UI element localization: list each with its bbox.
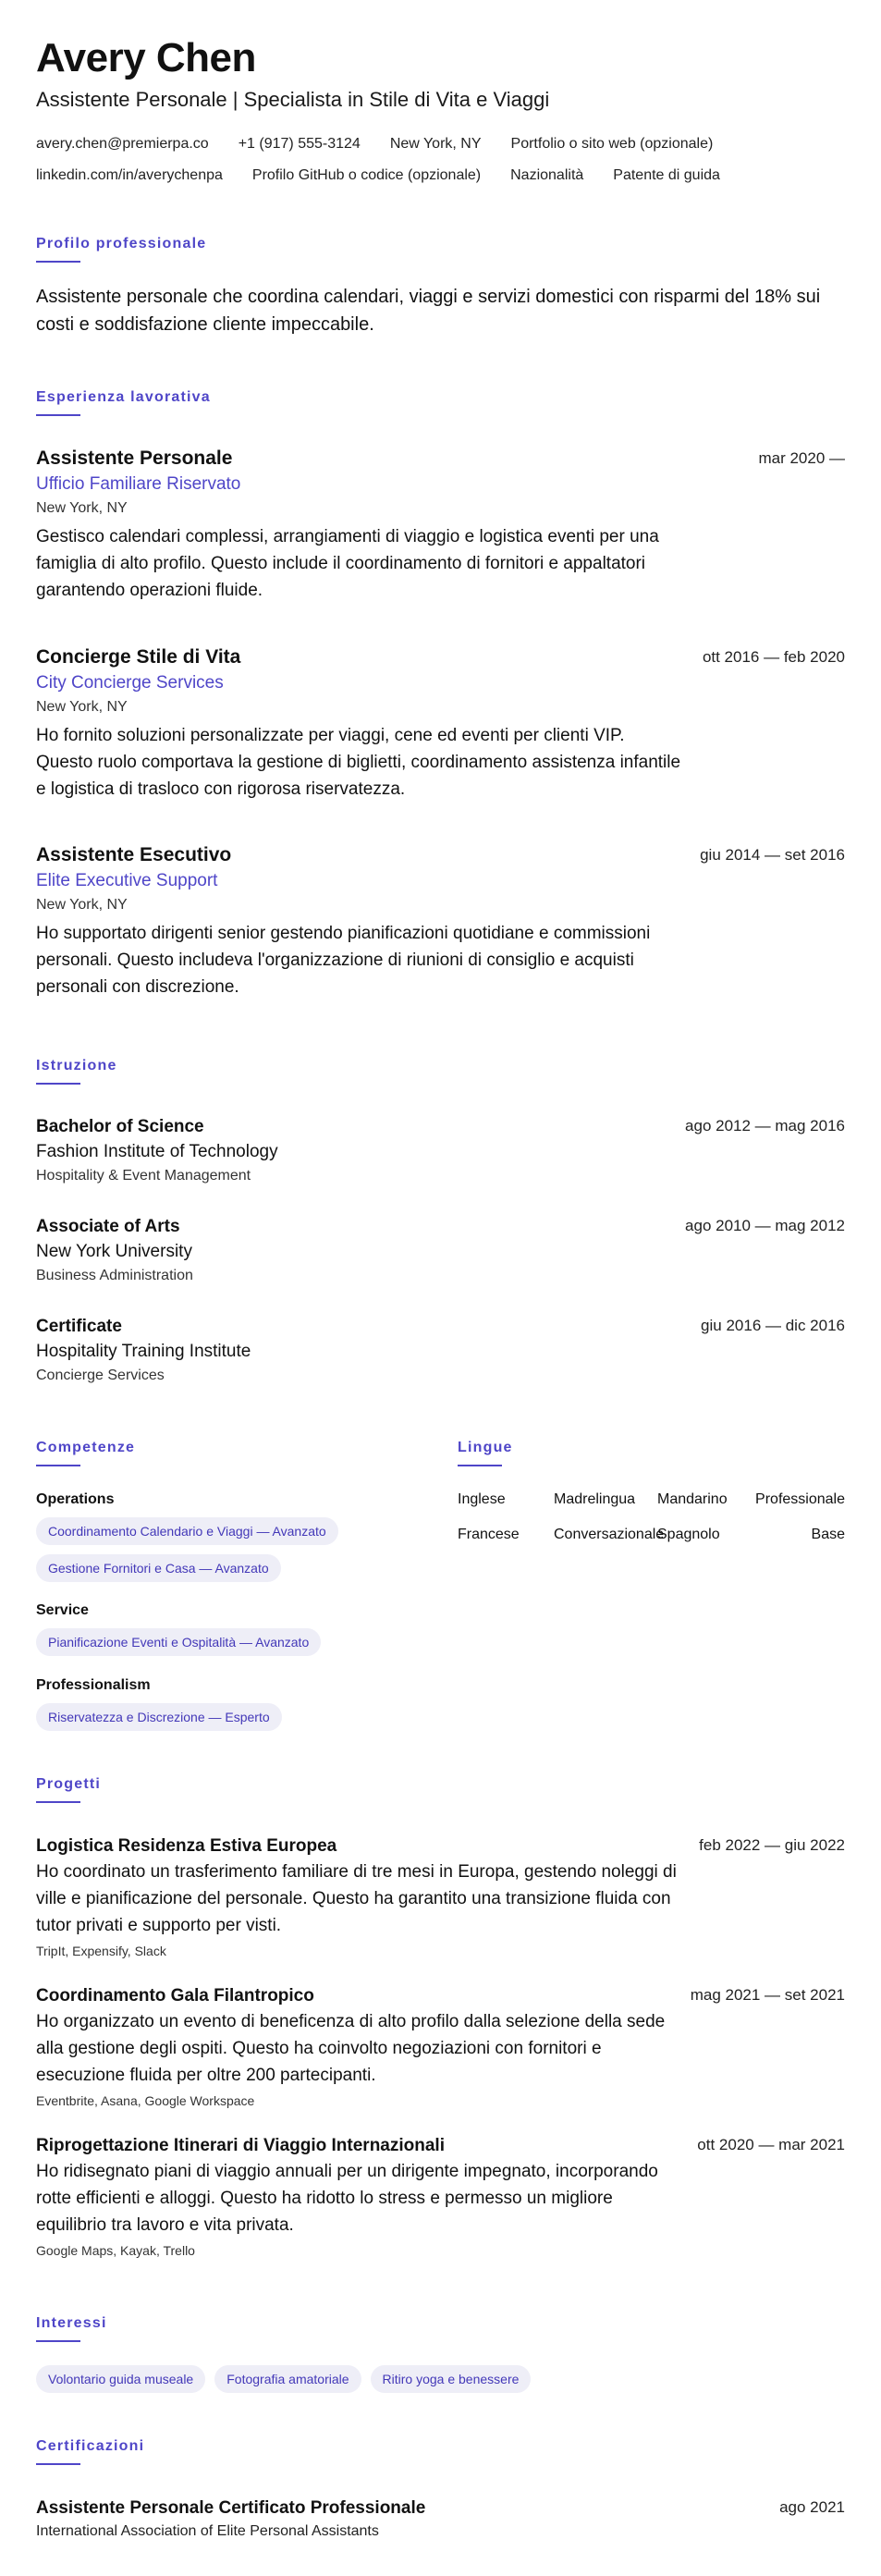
school: Hospitality Training Institute xyxy=(36,1342,251,1361)
job-dates: mar 2020 — xyxy=(758,449,845,467)
skill-group xyxy=(36,1675,424,1731)
degree: Bachelor of Science xyxy=(36,1117,204,1136)
portfolio-link[interactable]: Portfolio o sito web (opzionale) xyxy=(510,136,714,152)
section-title-languages: Lingue xyxy=(458,1440,513,1455)
skill-chip: Pianificazione Eventi e Ospitalità — Avanzato xyxy=(36,1628,321,1656)
job-company: Ufficio Familiare Riservato xyxy=(36,474,241,494)
skill-chips xyxy=(36,1517,424,1582)
section-title-projects: Progetti xyxy=(36,1776,102,1792)
profile-summary: Assistente personale che coordina calendari, viaggi e servizi domestici con risparmi del 18% sui costi e soddisfazione cliente impeccabile. xyxy=(36,287,821,335)
certification-title: Assistente Personale Certificato Professionale xyxy=(36,2498,426,2518)
school: New York University xyxy=(36,1242,192,1261)
field-of-study: Hospitality & Event Management xyxy=(36,1168,251,1184)
skill-chip: Coordinamento Calendario e Viaggi — Avanzato xyxy=(36,1517,338,1545)
github-link[interactable]: Profilo GitHub o codice (opzionale) xyxy=(251,167,482,183)
language-level: Base xyxy=(811,1527,845,1542)
certification-entry xyxy=(36,2496,845,2543)
project-title: Riprogettazione Itinerari di Viaggio Internazionali xyxy=(36,2136,445,2155)
job-location: New York, NY xyxy=(36,699,128,715)
driving-license: Patente di guida xyxy=(613,167,720,183)
education-entry xyxy=(36,1215,845,1287)
field-of-study: Business Administration xyxy=(36,1268,193,1283)
project-entry xyxy=(36,1984,845,2111)
skill-group-title: Service xyxy=(36,1602,89,1618)
degree: Associate of Arts xyxy=(36,1217,180,1236)
job-description: Ho supportato dirigenti senior gestendo pianificazioni quotidiane e commissioni personali. Questo includeva l'organizzazione di riunioni di consiglio e acquisti personali con discrezione. xyxy=(36,924,651,997)
section-rule xyxy=(36,1465,80,1466)
language-level: Conversazionale xyxy=(554,1527,665,1542)
job-description: Gestisco calendari complessi, arrangiamenti di viaggio e logistica eventi per una famiglia di alto profilo. Questo include il coordinamento di fornitori e appaltatori garantendo operazioni fluide. xyxy=(36,527,659,600)
skill-group xyxy=(36,1490,424,1582)
project-dates: feb 2022 — giu 2022 xyxy=(699,1836,845,1854)
contact-row-1 xyxy=(36,135,845,153)
education-entry xyxy=(36,1315,845,1387)
project-tools: Eventbrite, Asana, Google Workspace xyxy=(36,2093,255,2108)
experience-entry xyxy=(36,446,845,604)
project-description: Ho coordinato un trasferimento familiare di tre mesi in Europa, gestendo noleggi di ville e pianificazione del personale. Questo ha garantito una transizione fluida con tutor privati e supporto per visti. xyxy=(36,1862,677,1935)
certification-issuer: International Association of Elite Personal Assistants xyxy=(36,2523,379,2539)
interest-chip: Ritiro yoga e benessere xyxy=(371,2365,532,2393)
project-tools: TripIt, Expensify, Slack xyxy=(36,1944,166,1958)
job-location: New York, NY xyxy=(36,897,128,913)
section-rule xyxy=(36,414,80,416)
section-title-profile: Profilo professionale xyxy=(36,236,207,251)
section-rule xyxy=(36,1083,80,1085)
project-description: Ho ridisegnato piani di viaggio annuali per un dirigente impegnato, incorporando rotte efficienti e alloggi. Questo ha ridotto lo stress e permesso un migliore equilibrio tra lavoro e vita privata. xyxy=(36,2162,658,2235)
section-rule xyxy=(36,1801,80,1803)
degree: Certificate xyxy=(36,1317,122,1336)
interest-chip: Fotografia amatoriale xyxy=(214,2365,361,2393)
skill-chips xyxy=(36,1703,424,1731)
section-title-skills: Competenze xyxy=(36,1440,136,1455)
skill-group-title: Professionalism xyxy=(36,1677,151,1693)
experience-entry xyxy=(36,842,845,1000)
section-rule xyxy=(458,1465,502,1466)
project-description: Ho organizzato un evento di beneficenza di alto profilo dalla selezione della sede alla gestione degli ospiti. Questo ha coinvolto negoziazioni con fornitori e esecuzione fluida per oltre 200 partecipanti. xyxy=(36,2012,666,2085)
skill-chip: Gestione Fornitori e Casa — Avanzato xyxy=(36,1554,281,1582)
job-title: Assistente Esecutivo xyxy=(36,844,232,865)
education-dates: ago 2010 — mag 2012 xyxy=(685,1217,845,1234)
education-dates: ago 2012 — mag 2016 xyxy=(685,1117,845,1135)
project-entry xyxy=(36,1834,845,1961)
linkedin-link[interactable]: linkedin.com/in/averychenpa xyxy=(36,167,223,183)
location: New York, NY xyxy=(389,136,482,152)
interest-chip: Volontario guida museale xyxy=(36,2365,205,2393)
school: Fashion Institute of Technology xyxy=(36,1142,278,1161)
project-tools: Google Maps, Kayak, Trello xyxy=(36,2243,195,2258)
project-title: Logistica Residenza Estiva Europea xyxy=(36,1836,337,1856)
education-entry xyxy=(36,1115,845,1187)
project-dates: ott 2020 — mar 2021 xyxy=(697,2136,845,2153)
language-name: Inglese xyxy=(458,1491,506,1507)
candidate-name: Avery Chen xyxy=(36,35,256,80)
headline: Assistente Personale | Specialista in Stile di Vita e Viaggi xyxy=(36,88,550,111)
section-title-interests: Interessi xyxy=(36,2315,107,2331)
job-dates: giu 2014 — set 2016 xyxy=(700,846,845,864)
language-name: Mandarino xyxy=(657,1491,728,1507)
nationality: Nazionalità xyxy=(510,167,584,183)
field-of-study: Concierge Services xyxy=(36,1368,165,1383)
language-level: Professionale xyxy=(755,1491,845,1507)
section-rule xyxy=(36,261,80,263)
project-dates: mag 2021 — set 2021 xyxy=(690,1986,845,2004)
job-title: Concierge Stile di Vita xyxy=(36,646,241,668)
section-title-education: Istruzione xyxy=(36,1058,117,1073)
skill-chip: Riservatezza e Discrezione — Esperto xyxy=(36,1703,282,1731)
contact-row-2 xyxy=(36,166,845,185)
skill-group-title: Operations xyxy=(36,1491,115,1507)
project-entry xyxy=(36,2134,845,2261)
section-rule xyxy=(36,2463,80,2465)
certification-date: ago 2021 xyxy=(779,2498,845,2516)
language-level: Madrelingua xyxy=(554,1491,636,1507)
phone: +1 (917) 555-3124 xyxy=(238,136,361,152)
job-company: Elite Executive Support xyxy=(36,871,218,890)
skill-group xyxy=(36,1601,424,1656)
job-dates: ott 2016 — feb 2020 xyxy=(702,648,845,666)
language-name: Spagnolo xyxy=(657,1527,720,1542)
job-location: New York, NY xyxy=(36,500,128,516)
experience-entry xyxy=(36,644,845,803)
section-title-certifications: Certificazioni xyxy=(36,2438,145,2454)
email-link[interactable]: avery.chen@premierpa.co xyxy=(36,136,209,152)
language-name: Francese xyxy=(458,1527,520,1542)
job-company: City Concierge Services xyxy=(36,673,224,693)
section-title-experience: Esperienza lavorativa xyxy=(36,389,211,405)
job-title: Assistente Personale xyxy=(36,448,233,469)
project-title: Coordinamento Gala Filantropico xyxy=(36,1986,314,2006)
interest-chips xyxy=(36,2365,845,2393)
section-rule xyxy=(36,2340,80,2342)
education-dates: giu 2016 — dic 2016 xyxy=(701,1317,845,1334)
job-description: Ho fornito soluzioni personalizzate per viaggi, cene ed eventi per clienti VIP. Questo ruolo comportava la gestione di biglietti, coordinamento assistenza infantile e logistica di trasloco con rigorosa riservatezza. xyxy=(36,726,681,799)
skill-chips xyxy=(36,1628,424,1656)
